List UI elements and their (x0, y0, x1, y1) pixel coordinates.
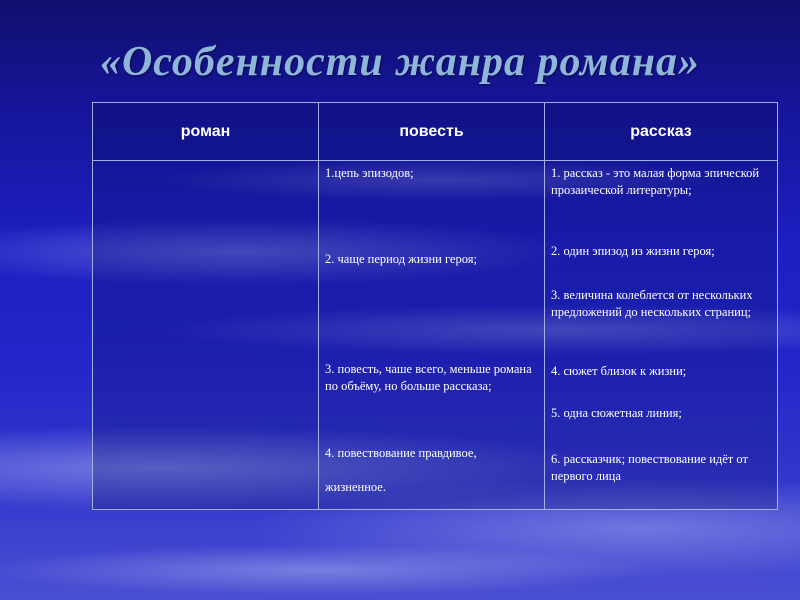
cell-rasskaz (545, 161, 778, 510)
povest-item-4: 4. повествование правдивое, (325, 446, 477, 460)
column-header-rasskaz: рассказ (545, 103, 778, 161)
rasskaz-item-4: 4. сюжет близок к жизни; (551, 364, 687, 378)
table-row (93, 161, 778, 510)
rasskaz-item-3: 3. величина колеблется от нескольких предложений до нескольких страниц; (551, 288, 753, 319)
cell-povest (319, 161, 545, 510)
column-header-povest: повесть (319, 103, 545, 161)
povest-item-2: 2. чаще период жизни героя; (325, 252, 477, 266)
table-header-row (93, 103, 778, 161)
povest-item-3: 3. повесть, чаше всего, меньше романа по объёму, но больше рассказа; (325, 362, 532, 393)
povest-item-5: жизненное. (325, 480, 386, 494)
rasskaz-item-1: 1. рассказ - это малая форма эпической прозаической литературы; (551, 166, 760, 197)
cell-roman (93, 161, 319, 510)
rasskaz-item-6: 6. рассказчик; повествование идёт от первого лица (551, 452, 748, 483)
column-header-roman: роман (93, 103, 319, 161)
genre-comparison-table (92, 102, 778, 510)
rasskaz-item-2: 2. один эпизод из жизни героя; (551, 244, 715, 258)
rasskaz-item-5: 5. одна сюжетная линия; (551, 406, 682, 420)
slide-title: «Особенности жанра романа» (99, 39, 701, 85)
povest-item-1: 1.цепь эпизодов; (325, 166, 414, 180)
